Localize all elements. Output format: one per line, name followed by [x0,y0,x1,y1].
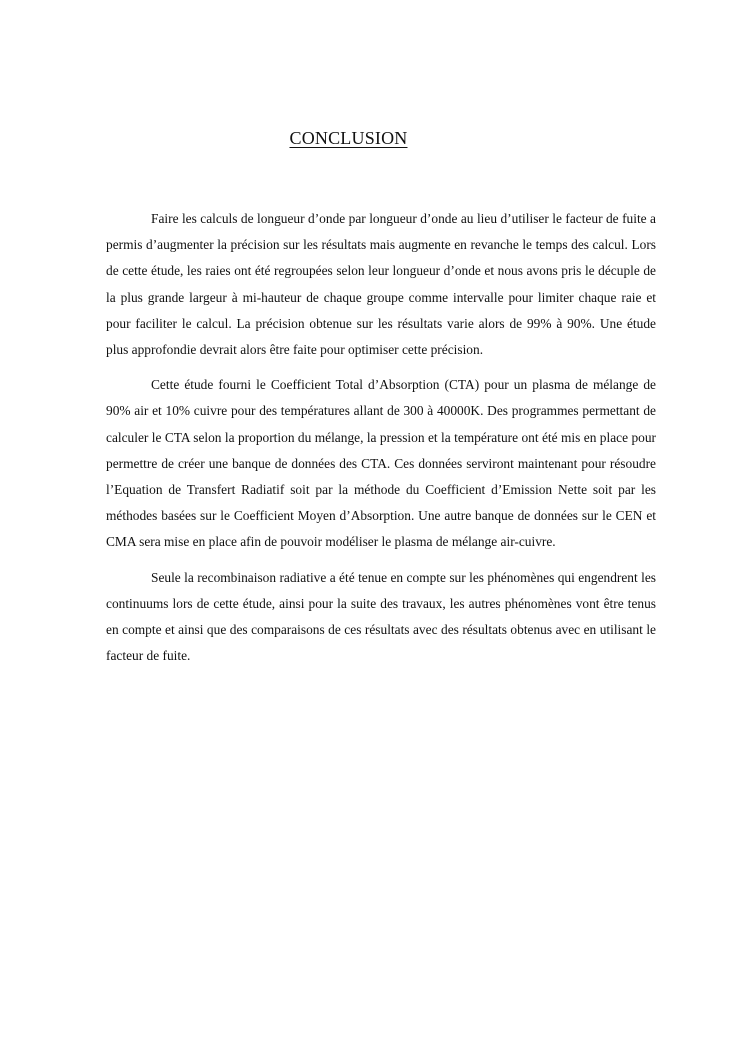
paragraph-3: Seule la recombinaison radiative a été tenue en compte sur les phénomènes qui engendrent les continuums lors de cette étude, ainsi pour la suite des travaux, les autres phénomènes vont être tenus en compte et ainsi que des comparaisons de ces résultats avec des résultats obtenus avec en utilisant le facteur de fuite. [106,569,656,664]
paragraph-1: Faire les calculs de longueur d’onde par longueur d’onde au lieu d’utiliser le facteur de fuite a permis d’augmenter la précision sur les résultats mais augmente en revanche le temps des calcul. Lors de cette étude, les raies ont été regroupées selon leur longueur d’onde et nous avons pris le décuple de la plus grande largeur à mi-hauteur de chaque groupe comme intervalle pour limiter chaque raie et pour faciliter le calcul. La précision obtenue sur les résultats varie alors de 99% à 90%. Une étude plus approfondie devrait alors être faite pour optimiser cette précision. [106,211,656,358]
page-title: CONCLUSION [289,128,408,148]
paragraph-2: Cette étude fourni le Coefficient Total d’Absorption (CTA) pour un plasma de mélange de 90% air et 10% cuivre pour des températures allant de 300 à 40000K. Des programmes permettant de calculer le CTA selon la proportion du mélange, la pression et la température ont été mis en place pour permettre de créer une banque de données des CTA. Ces données serviront maintenant pour résoudre l’Equation de Transfert Radiatif soit par la méthode du Coefficient d’Emission Nette soit par les méthodes basées sur le Coefficient Moyen d’Absorption. Une autre banque de données sur le CEN et CMA sera mise en place afin de pouvoir modéliser le plasma de mélange air-cuivre. [106,377,656,550]
document-body [106,206,656,678]
